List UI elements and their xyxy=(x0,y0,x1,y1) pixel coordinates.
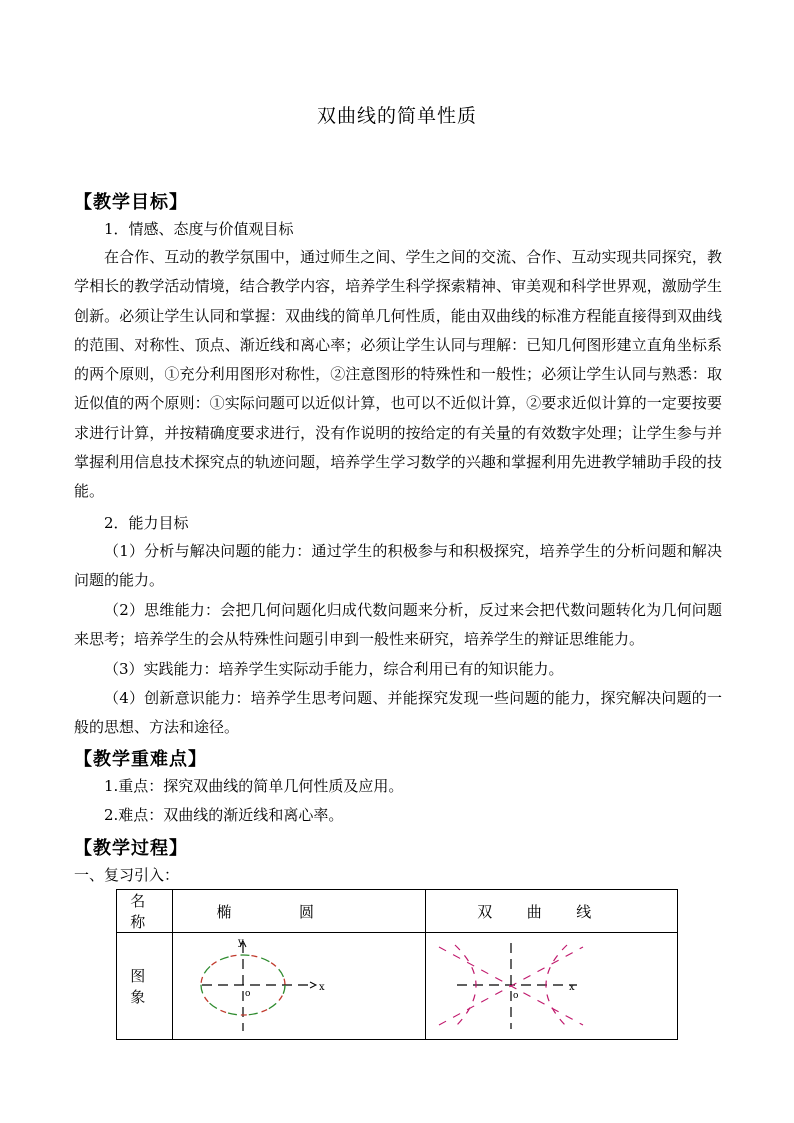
header-ellipse: 椭圆 xyxy=(173,890,426,933)
hyperbola-x-label: x xyxy=(568,982,575,993)
section-goals: 【教学目标】 xyxy=(74,192,188,213)
review-heading: 一、复习引入： xyxy=(74,866,180,884)
goal-1-paragraph: 在合作、互动的教学氛围中，通过师生之间、学生之间的交流、合作、互动实现共同探究，教学相长的教学活动情境，结合教学内容，培养学生科学探索精神、审美观和科学世界观，激励学生创新。必须让学生认同和掌握：双曲线的简单几何性质，能由双曲线的标准方程能直接得到双曲线的范围、对称性、顶点、渐近线和离心率；必须让学生认同与理解：已知几何图形建立直角坐标系的两个原则，①充分利用图形对称性，②注意图形的特殊性和一般性；必须让学生认同与熟悉：取近似值的两个原则：①实际问题可以近似计算，也可以不近似计算，②要求近似计算的一定要按要求进行计算，并按精确度要求进行，没有作说明的按给定的有关量的有效数字处理；让学生参与并掌握利用信息技术探究点的轨迹问题，培养学生学习数学的兴趣和掌握利用先进教学辅助手段的技能。 xyxy=(74,248,722,501)
keypoint-2: 2.难点：双曲线的渐近线和离心率。 xyxy=(104,806,344,824)
ellipse-graph xyxy=(174,933,424,1035)
ability-3: （3）实践能力：培养学生实际动手能力，综合利用已有的知识能力。 xyxy=(104,660,564,678)
ellipse-graph-cell xyxy=(173,933,426,1040)
comparison-table xyxy=(116,889,678,1040)
header-hyperbola: 双曲线 xyxy=(426,890,678,933)
ability-2: （2）思维能力：会把几何问题化归成代数问题来分析，反过来会把代数问题转化为几何问题来思考；培养学生的会从特殊性问题引申到一般性来研究，培养学生的辩证思维能力。 xyxy=(74,601,722,649)
hyperbola-right-branch xyxy=(546,945,567,1027)
table-row-graph xyxy=(117,933,678,1040)
goal-2-heading: 2．能力目标 xyxy=(104,514,189,532)
table-header-row xyxy=(117,890,678,933)
section-process: 【教学过程】 xyxy=(74,838,188,859)
row-label-graph: 图象 xyxy=(117,933,173,1040)
ability-4: （4）创新意识能力：培养学生思考问题、并能探究发现一些问题的能力，探究解决问题的一般的思想、方法和途径。 xyxy=(74,689,722,737)
ellipse-y-label: y xyxy=(238,937,244,948)
ellipse-origin-label: o xyxy=(245,989,251,999)
section-keypoints: 【教学重难点】 xyxy=(74,749,207,770)
hyperbola-graph xyxy=(427,933,677,1035)
header-name: 名称 xyxy=(117,890,173,933)
hyperbola-graph-cell xyxy=(426,933,678,1040)
keypoint-1: 1.重点：探究双曲线的简单几何性质及应用。 xyxy=(104,777,404,795)
page-title: 双曲线的简单性质 xyxy=(316,105,477,127)
ability-1: （1）分析与解决问题的能力：通过学生的积极参与和积极探究，培养学生的分析问题和解决问题的能力。 xyxy=(74,542,722,590)
ellipse-x-arrow xyxy=(310,982,316,988)
goal-1-heading: 1．情感、态度与价值观目标 xyxy=(104,220,294,238)
hyperbola-origin-label: o xyxy=(512,991,518,1001)
ellipse-x-label: x xyxy=(319,982,325,993)
